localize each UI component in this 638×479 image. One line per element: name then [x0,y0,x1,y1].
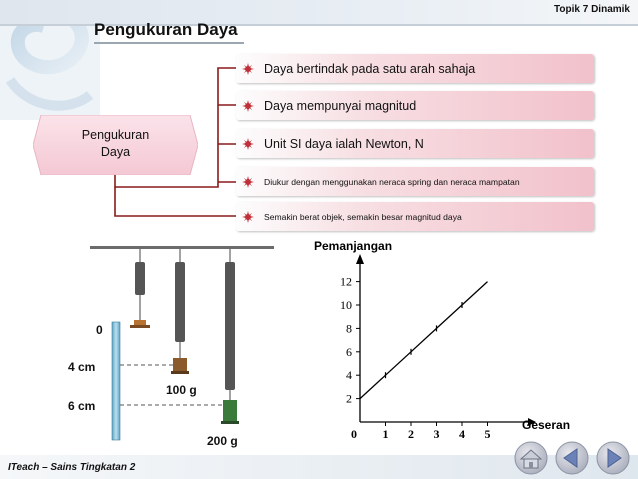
spring-illustration [60,240,275,450]
y-tick-label-2: 2 [346,391,352,406]
bullet-icon [242,176,254,188]
support-rod [90,246,274,249]
spring-3 [221,249,239,424]
series-line [360,282,488,399]
mass-label-100g: 100 g [166,383,197,397]
home-button[interactable] [512,441,550,475]
measuring-ruler [112,322,120,440]
spring-1 [130,249,150,328]
x-tick-label-4: 4 [459,427,465,441]
point-bar-1 [236,54,594,83]
x-tick-label-3: 3 [433,427,440,441]
point-text-4: Diukur dengan menggunakan neraca spring dan neraca mampatan [264,176,520,187]
scale-label-0: 0 [96,323,103,337]
bullet-icon [242,138,254,150]
concept-label-line2: Daya [100,145,131,159]
y-tick-label-8: 8 [346,321,352,336]
y-tick-label-12: 12 [340,274,352,289]
y-axis-label: Pemanjangan [314,240,393,253]
point-bar-3 [236,129,594,158]
y-tick-label-4: 4 [346,368,352,383]
x-tick-label-2: 2 [408,427,414,441]
concept-label-line1: Pengukuran [81,128,150,142]
y-tick-label-10: 10 [340,298,352,312]
point-bar-5 [236,202,594,231]
previous-button[interactable] [553,441,591,475]
point-text-2: Daya mempunyai magnitud [264,98,417,113]
footer-credit: ITeach – Sains Tingkatan 2 [8,462,136,473]
mass-label-200g: 200 g [207,434,238,448]
topic-label: Topik 7 Dinamik [554,4,630,15]
point-text-5: Semakin berat objek, semakin besar magnitud daya [264,211,462,222]
scale-label-4cm: 4 cm [68,360,96,374]
concept-label [33,127,198,161]
y-axis-arrow [356,254,364,264]
bullet-icon [242,63,254,75]
x-tick-label-0: 0 [351,427,357,441]
bullet-icon [242,100,254,112]
y-tick-label-6: 6 [346,344,352,359]
bullet-icon [242,211,254,223]
point-bar-2 [236,91,594,120]
point-text-1: Daya bertindak pada satu arah sahaja [264,61,476,76]
chart-plot-layer [314,240,570,441]
x-axis-label: Geseran [522,418,571,432]
page-title: Pengukuran Daya [94,20,238,39]
point-bar-4 [236,167,594,196]
title-underline [94,42,244,44]
x-tick-label-1: 1 [382,427,389,441]
spring-2 [171,249,189,374]
point-text-3: Unit SI daya ialah Newton, N [264,136,424,151]
scale-label-6cm: 6 cm [68,399,96,413]
next-button[interactable] [594,441,632,475]
x-tick-label-5: 5 [484,427,491,441]
line-chart [300,240,590,445]
